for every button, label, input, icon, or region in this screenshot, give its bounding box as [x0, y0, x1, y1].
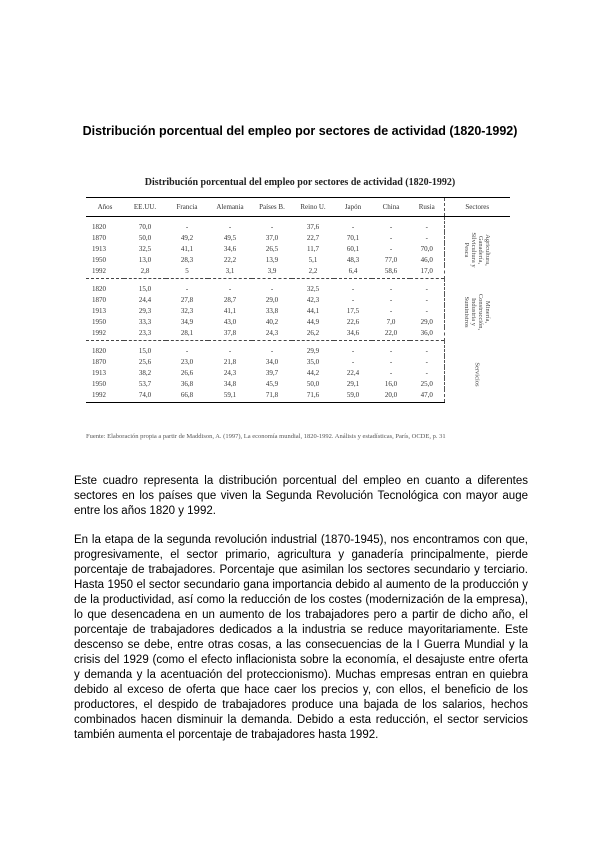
year-cell: 1992 [86, 265, 124, 279]
value-cell: 27,8 [180, 295, 194, 304]
value-cell: 3,1 [208, 265, 252, 279]
value-cell: 41,1 [223, 306, 237, 315]
sector-label: Minería, Construcción, Industria y Suministros [463, 293, 492, 330]
year-cell: 1950 [92, 317, 106, 326]
value-cell: 53,7 [138, 379, 152, 388]
value-cell: 44,2 [306, 368, 320, 377]
value-cell: 22,4 [346, 368, 360, 377]
value-cell: 59,0 [334, 389, 372, 403]
value-cell: 23,3 [124, 327, 166, 341]
value-cell: 29,9 [306, 346, 320, 355]
value-cell: 33,3 [138, 317, 152, 326]
paragraph-intro: Este cuadro representa la distribución porcentual del empleo en cuanto a diferentes sectores en los países que viven la Segunda Revolución Tecnológica con mayor auge entre los años 1820 y 1992. [74, 475, 528, 517]
col-header: Años [86, 198, 124, 217]
value-cell: - [389, 284, 393, 293]
value-cell: 13,9 [265, 255, 279, 264]
sector-group [86, 341, 510, 403]
value-cell: 34,9 [180, 317, 194, 326]
table-header-row [86, 198, 510, 217]
value-cell: 25,6 [138, 357, 152, 366]
value-cell: 29,1 [346, 379, 360, 388]
value-cell: 44,9 [306, 317, 320, 326]
value-cell: 23,0 [180, 357, 194, 366]
col-header: Francia [166, 198, 208, 217]
year-cell: 1820 [92, 346, 106, 355]
value-cell: - [351, 357, 355, 366]
value-cell: 36,8 [180, 379, 194, 388]
value-cell: 28,3 [180, 255, 194, 264]
sector-label: Servicios [473, 361, 481, 387]
value-cell: 11,7 [307, 244, 319, 253]
value-cell: 49,2 [180, 233, 194, 242]
year-cell: 1820 [92, 284, 106, 293]
value-cell: 74,0 [124, 389, 166, 403]
value-cell: 5,1 [308, 255, 318, 264]
figure-title: Distribución porcentual del empleo por sectores de actividad (1820-1992) [144, 177, 456, 188]
paragraph-analysis: En la etapa de la segunda revolución industrial (1870-1945), nos encontramos con que, progresivamente, el sector primario, agricultura y ganadería principalmente, pierde porcentaje de trabajadores. Porcentaje que asimilan los sectores secundario y terciario. Hasta 1950 el sector secundario gana importancia debido al aumento de la producción y de la productividad, así como la reducción de los costes (modernización de la empresa), lo que desencadena en un aumento de los trabajadores pero a partir de dicho año, el porcentaje de trabajadores dedicados a la industria se reduce mayoritariamente. Este descenso se debe, entre otras cosas, a las consecuencias de la I Guerra Mundial y la crisis del 1929 (como el efecto inflacionista sobre la economía, el desajuste entre oferta y demanda y la acentuación del proteccionismo). Muchas empresas entran en quiebra debido al exceso de oferta que hace caer los precios y, con ellos, el beneficio de los productores, el despido de trabajadores produce una bajada de los salarios, hechos combinados hacen disminuir la demanda. Debido a esta reducción, el sector servicios también aumenta el porcentaje de trabajadores hasta 1992. [74, 534, 528, 741]
value-cell: 37,6 [306, 222, 320, 231]
value-cell: 50,0 [138, 233, 152, 242]
value-cell: 58,6 [372, 265, 410, 279]
value-cell: - [185, 284, 189, 293]
value-cell: 32,3 [180, 306, 194, 315]
value-cell: 36,0 [410, 327, 444, 341]
value-cell: 59,1 [208, 389, 252, 403]
value-cell: 70,1 [346, 233, 360, 242]
col-header: China [372, 198, 410, 217]
value-cell: 28,7 [223, 295, 237, 304]
col-header: Japón [334, 198, 372, 217]
value-cell: - [228, 346, 232, 355]
year-cell: 1870 [92, 357, 106, 366]
value-cell: 2,8 [124, 265, 166, 279]
value-cell: 42,3 [306, 295, 320, 304]
value-cell: 2,2 [292, 265, 334, 279]
value-cell: - [425, 368, 428, 377]
value-cell: 5 [166, 265, 208, 279]
value-cell: 3,9 [252, 265, 292, 279]
sector-group [86, 217, 510, 279]
value-cell: 46,0 [420, 255, 433, 264]
value-cell: 25,0 [420, 379, 433, 388]
value-cell: - [351, 222, 355, 231]
value-cell: 24,3 [223, 368, 237, 377]
value-cell: 17,0 [410, 265, 444, 279]
value-cell: - [270, 222, 274, 231]
value-cell: - [185, 346, 189, 355]
value-cell: 60,1 [346, 244, 360, 253]
col-header: Países B. [252, 198, 292, 217]
year-cell: 1870 [92, 295, 106, 304]
table-row [86, 341, 510, 357]
value-cell: - [389, 346, 393, 355]
value-cell: - [389, 222, 393, 231]
value-cell: 21,8 [223, 357, 237, 366]
value-cell: 26,2 [292, 327, 334, 341]
value-cell: - [185, 222, 189, 231]
col-header: EE.UU. [124, 198, 166, 217]
value-cell: 7,0 [386, 317, 396, 326]
value-cell: - [425, 346, 428, 355]
value-cell: 15,0 [138, 284, 152, 293]
value-cell: - [425, 233, 428, 242]
value-cell: 24,4 [138, 295, 152, 304]
value-cell: 35,0 [306, 357, 320, 366]
value-cell: - [351, 284, 355, 293]
value-cell: 22,2 [223, 255, 237, 264]
value-cell: - [389, 306, 393, 315]
year-cell: 1950 [92, 379, 106, 388]
value-cell: 28,1 [166, 327, 208, 341]
value-cell: 70,0 [138, 222, 152, 231]
year-cell: 1950 [92, 255, 106, 264]
table-row [86, 279, 510, 295]
value-cell: - [270, 284, 274, 293]
sector-cell [444, 279, 510, 341]
value-cell: - [389, 233, 393, 242]
value-cell: 22,7 [306, 233, 320, 242]
value-cell: 20,0 [372, 389, 410, 403]
value-cell: 6,4 [334, 265, 372, 279]
year-cell: 1913 [92, 244, 106, 253]
value-cell: - [425, 222, 428, 231]
year-cell: 1913 [92, 306, 106, 315]
value-cell: - [351, 295, 355, 304]
value-cell: 32,5 [306, 284, 320, 293]
value-cell: 17,5 [346, 306, 360, 315]
value-cell: 50,0 [306, 379, 320, 388]
value-cell: 44,1 [306, 306, 320, 315]
value-cell: 49,5 [223, 233, 237, 242]
year-cell: 1870 [92, 233, 106, 242]
value-cell: - [425, 284, 428, 293]
value-cell: 47,0 [410, 389, 444, 403]
value-cell: 26,5 [265, 244, 279, 253]
value-cell: 40,2 [265, 317, 279, 326]
year-cell: 1913 [92, 368, 106, 377]
value-cell: 16,0 [384, 379, 398, 388]
value-cell: - [351, 346, 355, 355]
value-cell: 39,7 [265, 368, 279, 377]
value-cell: 71,8 [252, 389, 292, 403]
value-cell: 34,6 [223, 244, 237, 253]
value-cell: - [389, 244, 393, 253]
sector-label: Agricultura, Ganadería, Silvicultura y Pesca [463, 232, 492, 268]
value-cell: 70,0 [420, 244, 433, 253]
value-cell: 26,6 [180, 368, 194, 377]
col-header: Alemania [208, 198, 252, 217]
table-row [86, 217, 510, 233]
value-cell: 37,0 [265, 233, 279, 242]
value-cell: 71,6 [292, 389, 334, 403]
col-header: Sectores [444, 198, 510, 217]
value-cell: 29,0 [420, 317, 433, 326]
value-cell: 45,9 [265, 379, 279, 388]
value-cell: 66,8 [166, 389, 208, 403]
sector-group [86, 279, 510, 341]
value-cell: - [425, 357, 428, 366]
table-source-note: Fuente: Elaboración propia a partir de Maddison, A. (1997), La economía mundial, 1820-1992. Análisis y estadísticas, París, OCDE, p. 31 [86, 433, 446, 440]
sector-cell [444, 341, 510, 403]
value-cell: - [389, 368, 393, 377]
year-cell: 1992 [86, 389, 124, 403]
value-cell: 24,3 [252, 327, 292, 341]
value-cell: 48,3 [346, 255, 360, 264]
value-cell: 29,0 [265, 295, 279, 304]
value-cell: 29,3 [138, 306, 152, 315]
value-cell: 22,0 [372, 327, 410, 341]
value-cell: 33,8 [265, 306, 279, 315]
value-cell: 38,2 [138, 368, 152, 377]
sector-cell [444, 217, 510, 279]
value-cell: 34,0 [265, 357, 279, 366]
value-cell: 34,6 [334, 327, 372, 341]
value-cell: - [228, 222, 232, 231]
page-title: Distribución porcentual del empleo por sectores de actividad (1820-1992) [82, 124, 518, 138]
value-cell: 32,5 [138, 244, 152, 253]
value-cell: - [389, 357, 393, 366]
value-cell: 13,0 [138, 255, 152, 264]
value-cell: 22,6 [346, 317, 360, 326]
value-cell: 15,0 [138, 346, 152, 355]
value-cell: 41,1 [180, 244, 194, 253]
value-cell: - [425, 295, 428, 304]
value-cell: 77,0 [384, 255, 398, 264]
col-header: Reino U. [292, 198, 334, 217]
col-header: Rusia [410, 198, 444, 217]
value-cell: - [389, 295, 393, 304]
value-cell: - [228, 284, 232, 293]
value-cell: - [270, 346, 274, 355]
value-cell: - [425, 306, 428, 315]
year-cell: 1992 [86, 327, 124, 341]
value-cell: 43,0 [223, 317, 237, 326]
employment-table [86, 197, 510, 403]
year-cell: 1820 [92, 222, 106, 231]
value-cell: 34,8 [223, 379, 237, 388]
value-cell: 37,8 [208, 327, 252, 341]
